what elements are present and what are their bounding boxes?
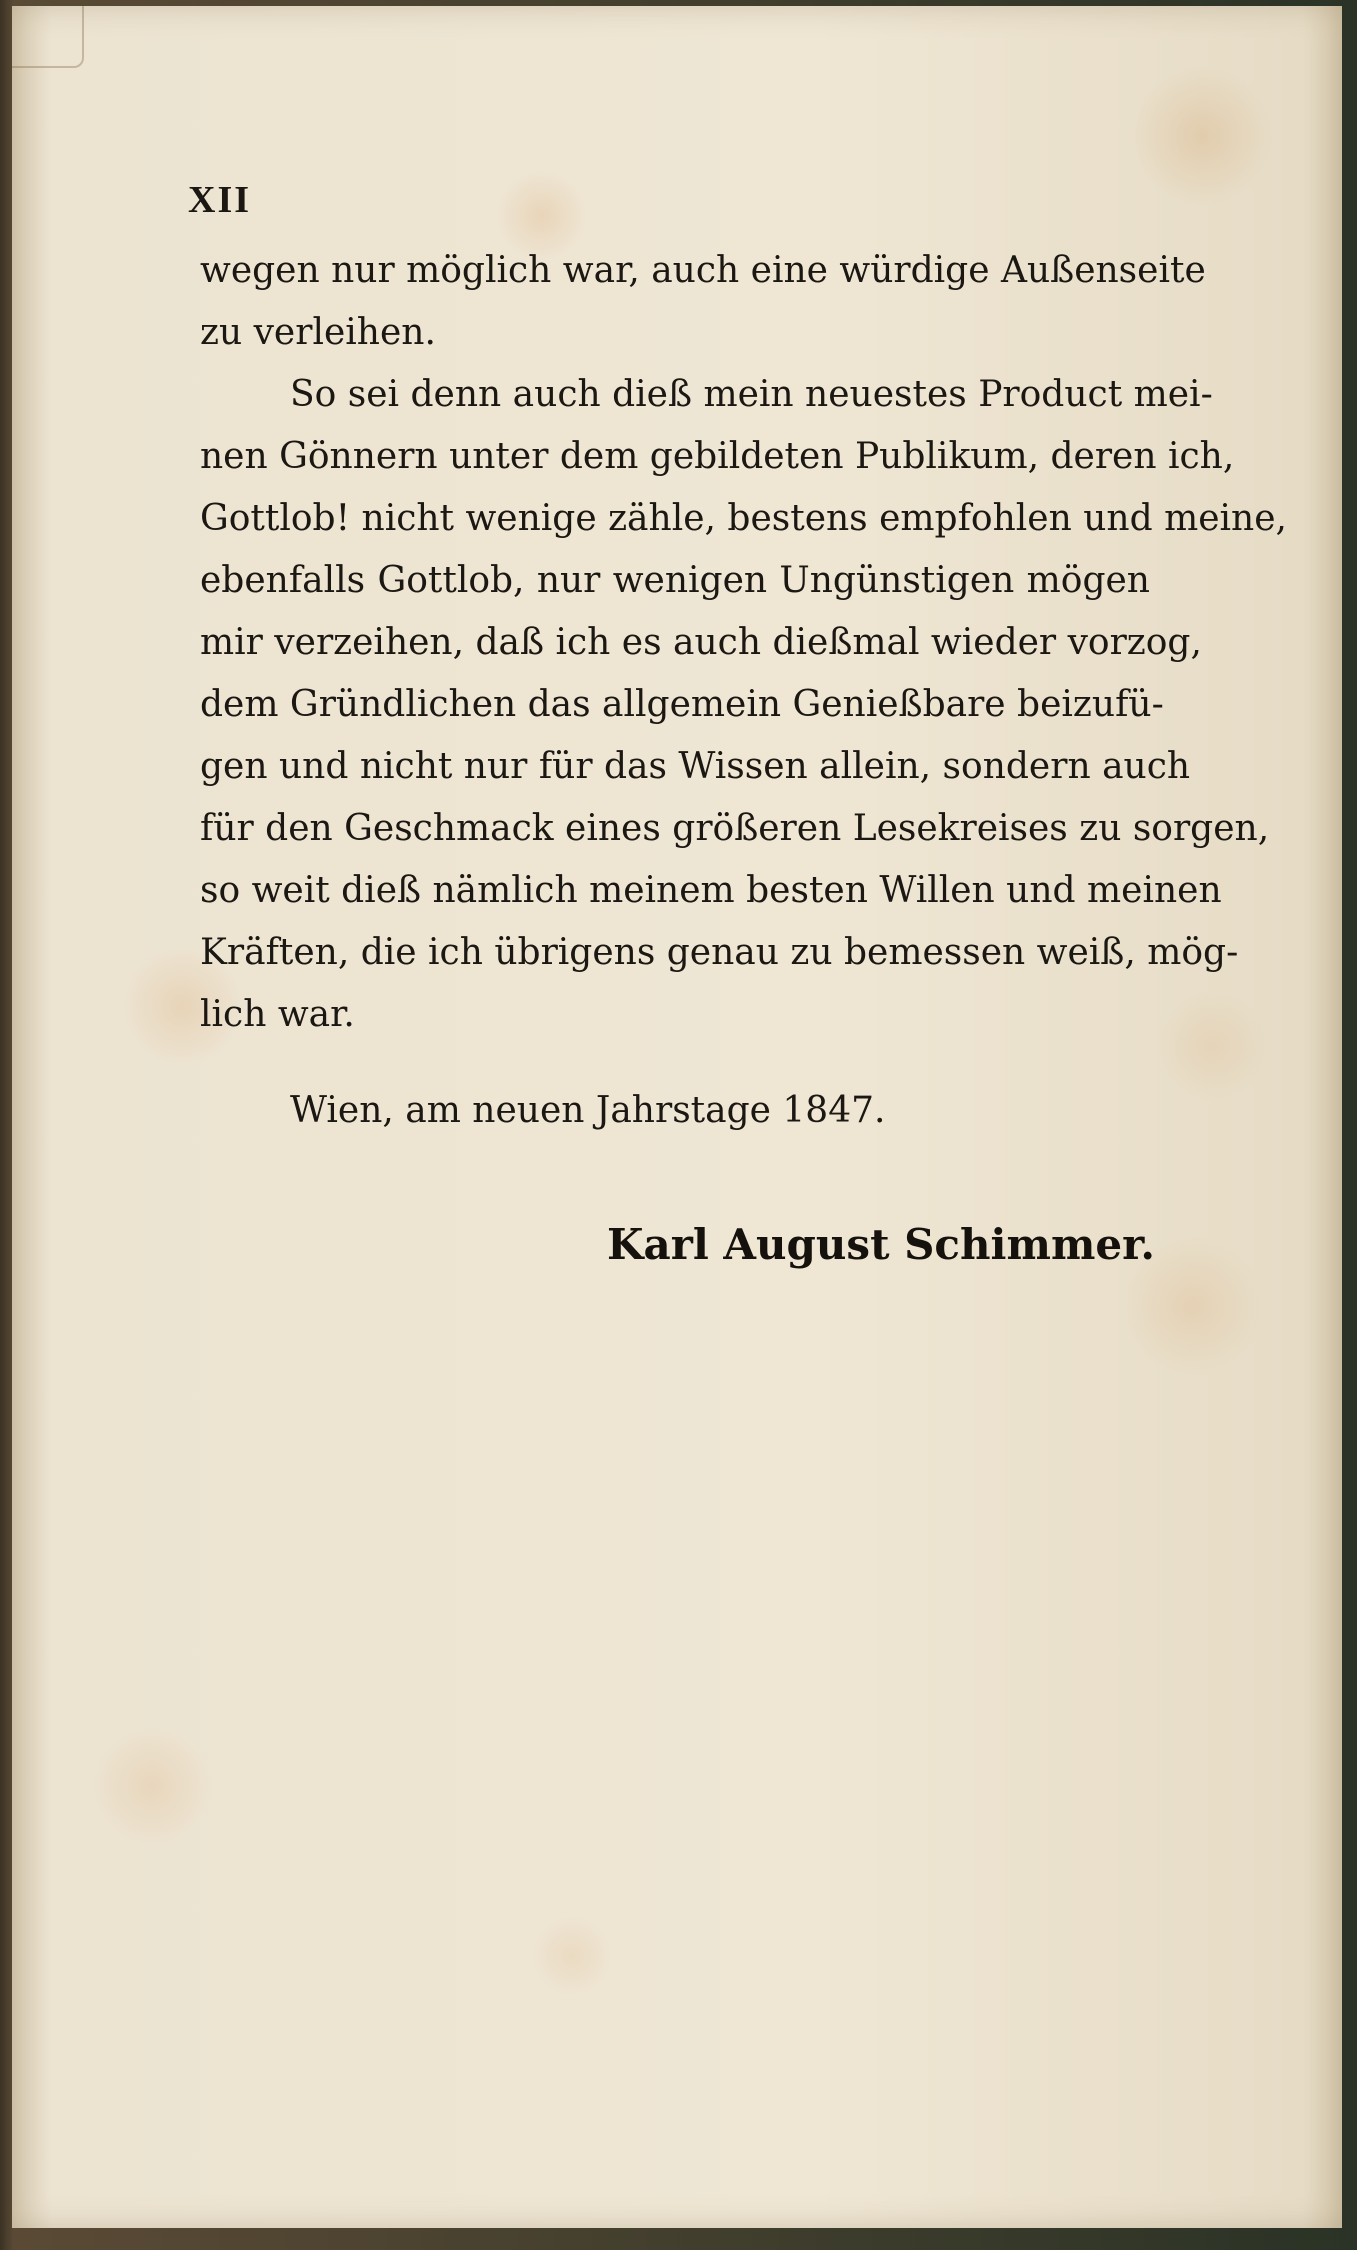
text-line: wegen nur möglich war, auch eine würdige Außenseite bbox=[200, 250, 1206, 291]
text-line: für den Geschmack eines größeren Lesekreises zu sorgen, bbox=[200, 808, 1270, 849]
text-line: Kräften, die ich übrigens genau zu bemessen weiß, mög- bbox=[200, 932, 1239, 973]
text-line: gen und nicht nur für das Wissen allein, sondern auch bbox=[200, 746, 1191, 787]
text-line: lich war. bbox=[200, 994, 355, 1035]
text-line: zu verleihen. bbox=[200, 312, 436, 353]
text-line: ebenfalls Gottlob, nur wenigen Ungünstigen mögen bbox=[200, 560, 1150, 601]
text-line: nen Gönnern unter dem gebildeten Publikum, deren ich, bbox=[200, 436, 1235, 477]
body-text bbox=[200, 240, 1287, 1046]
text-line: Gottlob! nicht wenige zähle, bestens empfohlen und meine, bbox=[200, 498, 1287, 539]
page-corner-fold bbox=[12, 6, 84, 68]
text-line: So sei denn auch dieß mein neuestes Product mei- bbox=[290, 374, 1213, 415]
text-line: so weit dieß nämlich meinem besten Willen und meinen bbox=[200, 870, 1222, 911]
text-line: mir verzeihen, daß ich es auch dießmal wieder vorzog, bbox=[200, 622, 1202, 663]
text-line: dem Gründlichen das allgemein Genießbare beizufü- bbox=[200, 684, 1164, 725]
page-number: XII bbox=[188, 179, 252, 221]
author-signature: Karl August Schimmer. bbox=[606, 1220, 1155, 1269]
date-line: Wien, am neuen Jahrstage 1847. bbox=[290, 1090, 886, 1131]
